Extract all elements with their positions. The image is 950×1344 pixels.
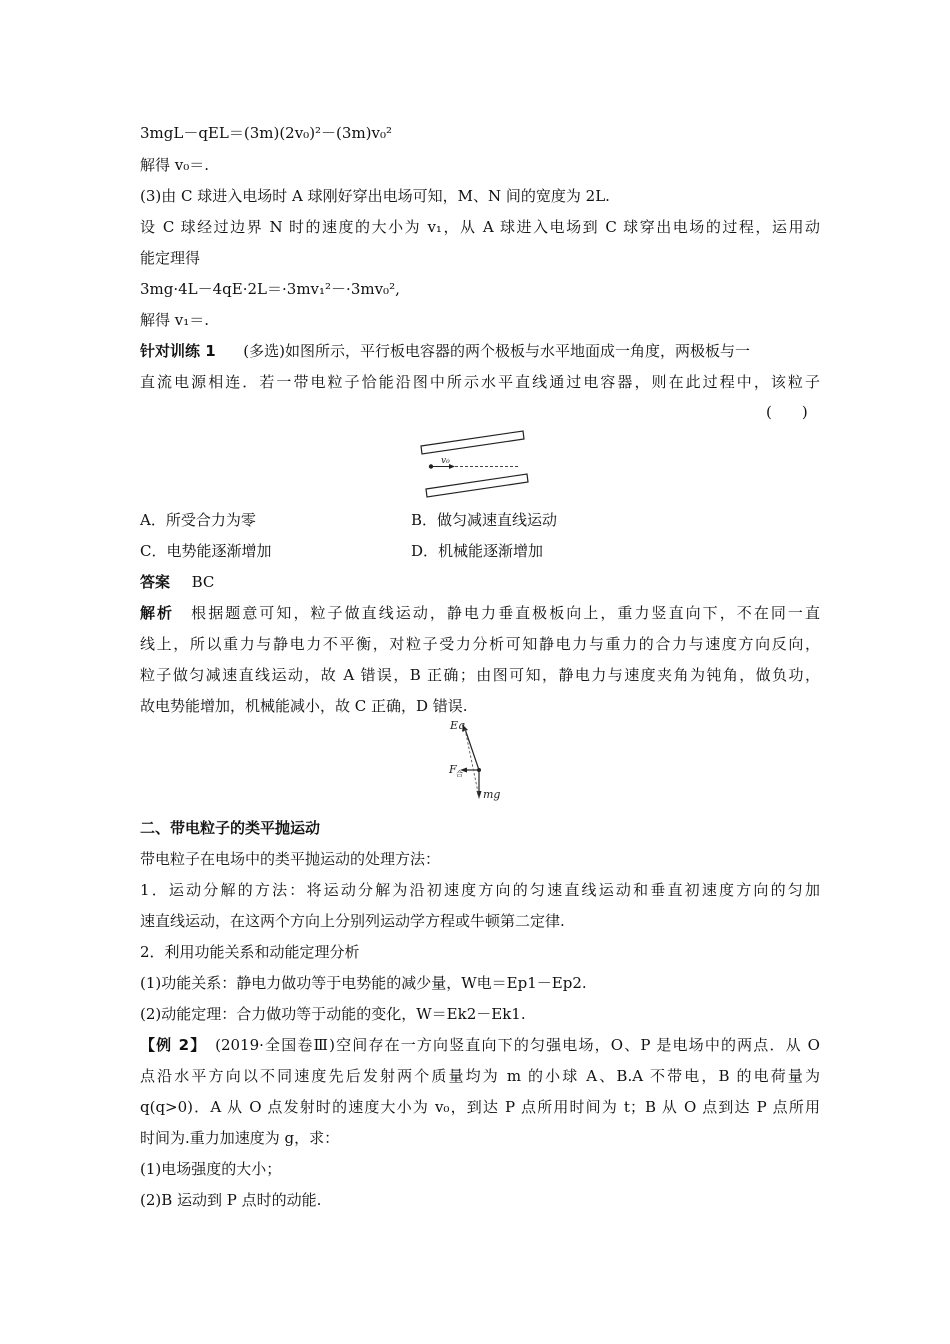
- method-1-line2: 速直线运动，在这两个方向上分别列运动学方程或牛顿第二定律.: [140, 912, 565, 930]
- eq-label: Eq: [450, 719, 466, 732]
- equation-energy: 3mgL－qEL＝(3m)(2v₀)²－(3m)v₀²: [140, 124, 393, 142]
- answer-label: 答案: [140, 573, 171, 591]
- force-diagram: [445, 715, 515, 810]
- part3-statement: (3)由 C 球进入电场时 A 球刚好穿出电场可知，M、N 间的宽度为 2L.: [140, 187, 610, 205]
- velocity-label: v₀: [441, 456, 450, 466]
- exercise-1-text: (多选)如图所示，平行板电容器的两个极板与水平地面成一角度，两极板与一: [243, 342, 750, 360]
- solution-v0: 解得 v₀＝.: [140, 156, 210, 174]
- capacitor-figure: [415, 428, 530, 500]
- exercise-1-label: 针对训练 1: [140, 342, 216, 360]
- analysis-line1: 解析 根据题意可知，粒子做直线运动，静电力垂直极板向上，重力竖直向下，不在同一直: [140, 604, 820, 622]
- analysis-line2: 线上，所以重力与静电力不平衡，对粒子受力分析可知静电力与重力的合力与速度方向反向，: [140, 635, 820, 653]
- example-2-line2: 点沿水平方向以不同速度先后发射两个质量均为 m 的小球 A、B.A 不带电，B 的电荷量为: [140, 1067, 820, 1085]
- example-2-line3: q(q>0)．A 从 O 点发射时的速度大小为 v₀，到达 P 点所用时间为 t；B 从 O 点到达 P 点所用: [140, 1098, 820, 1116]
- analysis-line3: 粒子做匀减速直线运动，故 A 错误，B 正确；由图可知，静电力与速度夹角为钝角，做负功，: [140, 666, 820, 684]
- example-2-tag: 【例 2】: [140, 1036, 199, 1054]
- answer-value: BC: [191, 573, 215, 591]
- lower-plate: [426, 474, 528, 497]
- solution-v1: 解得 v₁＝.: [140, 311, 210, 329]
- option-a: A．所受合力为零: [140, 511, 256, 529]
- answer-parentheses: ( ): [766, 403, 808, 421]
- exercise-1-line1: [140, 341, 820, 361]
- option-b: B．做匀减速直线运动: [411, 511, 558, 529]
- part3-setup-cont: 能定理得: [140, 249, 201, 267]
- mg-force-arrowhead: [477, 791, 482, 799]
- answer-line: [140, 572, 820, 592]
- exercise-1-line2: 直流电源相连．若一带电粒子恰能沿图中所示水平直线通过电容器，则在此过程中，该粒子: [140, 373, 820, 391]
- part3-setup: 设 C 球经过边界 N 时的速度的大小为 v₁，从 A 球进入电场到 C 球穿出电场的过程，运用动: [140, 218, 820, 236]
- example-2-line1: 【例 2】 (2019·全国卷Ⅲ)空间存在一方向竖直向下的匀强电场，O、P 是电场中的两点．从 O: [140, 1036, 820, 1054]
- equation-kinetic: 3mg·4L－4qE·2L＝·3mv₁²－·3mv₀²,: [140, 280, 400, 298]
- option-c: C．电势能逐渐增加: [140, 542, 272, 560]
- example-2-question-2: (2)B 运动到 P 点时的动能.: [140, 1191, 322, 1209]
- eq-force-line: [465, 729, 479, 770]
- section-2-intro: 带电粒子在电场中的类平抛运动的处理方法：: [140, 850, 441, 868]
- work-energy-relation: (1)功能关系：静电力做功等于电势能的减少量，W电＝Ep1－Ep2.: [140, 974, 587, 992]
- method-2: 2．利用功能关系和动能定理分析: [140, 943, 360, 961]
- velocity-arrowhead: [449, 464, 455, 469]
- example-2-line4: 时间为.重力加速度为 g，求：: [140, 1129, 340, 1147]
- upper-plate: [421, 431, 524, 454]
- net-force-label: F: [449, 763, 457, 776]
- analysis-line4: 故电势能增加，机械能减小，故 C 正确，D 错误.: [140, 697, 468, 715]
- option-d: D．机械能逐渐增加: [411, 542, 544, 560]
- analysis-label: 解析: [140, 604, 175, 622]
- kinetic-energy-theorem: (2)动能定理：合力做功等于动能的变化，W＝Ek2－Ek1.: [140, 1005, 526, 1023]
- method-1-line1: 1．运动分解的方法：将运动分解为沿初速度方向的匀速直线运动和垂直初速度方向的匀加: [140, 881, 820, 899]
- particle-point: [477, 768, 481, 772]
- section-2-heading: 二、带电粒子的类平抛运动: [140, 819, 321, 837]
- net-force-subscript: 合: [456, 770, 463, 778]
- example-2-question-1: (1)电场强度的大小；: [140, 1160, 282, 1178]
- mg-label: mg: [483, 788, 501, 801]
